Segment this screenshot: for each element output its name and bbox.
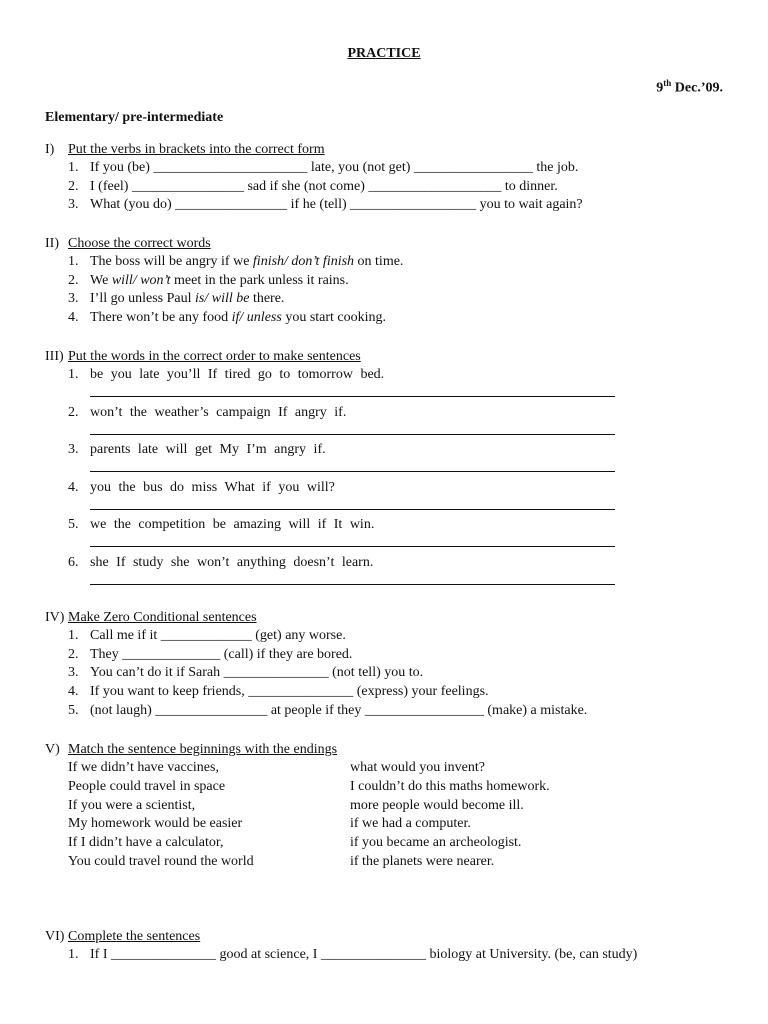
sentence-ending: what would you invent? (350, 760, 485, 775)
scrambled-words: you the bus do miss What if you will? (90, 479, 335, 495)
section-title: Put the verbs in brackets into the correct form (68, 142, 325, 157)
sentence-ending: if we had a computer. (350, 816, 471, 832)
list-item (45, 253, 745, 272)
item-text (90, 290, 284, 309)
text-after: meet in the park unless it rains. (170, 272, 349, 288)
list-item (45, 683, 745, 702)
section-title: Put the words in the correct order to make sentences (68, 349, 361, 364)
list-item (45, 159, 745, 178)
list-item (45, 479, 745, 517)
list-item (45, 441, 745, 479)
item-text: What (you do) ________________ if he (tell) __________________ you to wait again? (90, 197, 583, 213)
date-suffix: th (663, 78, 672, 88)
sentence-beginning: People could travel in space (68, 778, 226, 794)
section-word-order (45, 347, 745, 591)
section-title: Complete the sentences (68, 929, 201, 944)
answer-line (90, 546, 615, 547)
list-item (45, 366, 745, 404)
section-complete-sentences (45, 927, 745, 965)
item-text: If I _______________ good at science, I _______________ biology at University. (be, can study) (90, 947, 638, 962)
item-number: 4. (68, 310, 79, 326)
section-title: Choose the correct words (68, 236, 211, 251)
scrambled-words: we the competition be amazing will if It win. (90, 517, 375, 532)
text-before: There won’t be any food (90, 310, 232, 326)
section-verbs (45, 140, 745, 215)
text-before: We (90, 272, 112, 288)
date-month-year: Dec.’09. (671, 80, 723, 96)
item-number: 1. (68, 628, 79, 643)
section-heading (45, 140, 745, 159)
level-heading: Elementary/ pre-intermediate (45, 110, 224, 125)
sentence-beginning: You could travel round the world (68, 853, 254, 869)
section-number: V) (45, 742, 60, 757)
item-text: If you want to keep friends, _______________ (express) your feelings. (90, 684, 489, 700)
text-after: you start cooking. (281, 310, 387, 326)
item-text: Call me if it _____________ (get) any worse. (90, 628, 346, 643)
section-heading (45, 608, 745, 627)
list-item (45, 404, 745, 442)
scrambled-words: she If study she won’t anything doesn’t learn. (90, 554, 374, 570)
sentence-ending: if you became an archeologist. (350, 835, 522, 851)
list-item (45, 516, 745, 554)
item-text: (not laugh) ________________ at people if they _________________ (make) a mistake. (90, 702, 588, 718)
word-choice: if/ unless (231, 310, 282, 326)
item-number: 2. (68, 646, 79, 662)
match-row (45, 853, 745, 872)
answer-line (90, 509, 615, 510)
word-choice: will/ won’t (111, 272, 171, 288)
sentence-ending: more people would become ill. (350, 797, 524, 813)
item-number: 3. (68, 291, 79, 307)
section-heading (45, 927, 745, 946)
section-zero-conditional (45, 608, 745, 720)
list-item (45, 702, 745, 721)
scrambled-words: won’t the weather’s campaign If angry if. (90, 404, 347, 420)
answer-line (90, 584, 615, 585)
section-match (45, 740, 745, 872)
text-before: I’ll go unless Paul (90, 291, 195, 307)
word-choice: is/ will be (195, 291, 250, 307)
page-title: PRACTICE (347, 46, 421, 61)
sentence-beginning: If we didn’t have vaccines, (68, 760, 219, 775)
item-number: 3. (68, 442, 79, 457)
section-title: Match the sentence beginnings with the endings (68, 742, 338, 757)
section-number: III) (45, 349, 64, 364)
list-item (45, 627, 745, 646)
answer-line (90, 471, 615, 472)
list-item (45, 178, 745, 197)
sentence-beginning: If I didn’t have a calculator, (68, 835, 224, 851)
text-after: on time. (354, 254, 404, 269)
match-row (45, 834, 745, 853)
match-row (45, 797, 745, 816)
item-text: You can’t do it if Sarah _______________ (not tell) you to. (90, 665, 424, 681)
section-choose-words (45, 234, 745, 328)
match-row (45, 759, 745, 778)
item-number: 4. (68, 479, 79, 495)
list-item (45, 946, 745, 965)
item-text: They ______________ (call) if they are bored. (90, 646, 353, 662)
section-heading (45, 740, 745, 759)
item-number: 1. (68, 160, 79, 175)
item-number: 6. (68, 554, 79, 570)
list-item (45, 554, 745, 592)
list-item (45, 646, 745, 665)
sentence-beginning: If you were a scientist, (68, 797, 196, 813)
item-number: 5. (68, 702, 79, 718)
section-number: I) (45, 142, 55, 157)
match-row (45, 815, 745, 834)
item-text (90, 309, 386, 328)
date (656, 78, 723, 97)
list-item (45, 309, 745, 328)
item-number: 3. (68, 197, 79, 213)
item-text (90, 272, 349, 291)
section-title: Make Zero Conditional sentences (68, 610, 257, 625)
section-number: VI) (45, 929, 65, 944)
item-number: 3. (68, 665, 79, 681)
item-text: I (feel) ________________ sad if she (not come) ___________________ to dinner. (90, 178, 558, 194)
list-item (45, 664, 745, 683)
item-number: 5. (68, 517, 79, 532)
list-item (45, 196, 745, 215)
item-number: 1. (68, 947, 79, 962)
sentence-beginning: My homework would be easier (68, 816, 243, 832)
item-text: If you (be) ______________________ late, you (not get) _________________ the job. (90, 160, 579, 175)
scrambled-words: parents late will get My I’m angry if. (90, 442, 326, 457)
section-number: II) (45, 236, 59, 251)
scrambled-words: be you late you’ll If tired go to tomorrow bed. (90, 367, 385, 382)
section-number: IV) (45, 610, 65, 625)
item-number: 4. (68, 684, 79, 700)
text-before: The boss will be angry if we (90, 254, 253, 269)
item-number: 2. (68, 404, 79, 420)
sentence-ending: if the planets were nearer. (350, 853, 495, 869)
date-day: 9 (656, 80, 664, 96)
item-number: 2. (68, 178, 79, 194)
section-heading (45, 234, 745, 253)
match-row (45, 778, 745, 797)
list-item (45, 290, 745, 309)
item-number: 2. (68, 272, 79, 288)
item-text (90, 253, 403, 272)
sentence-ending: I couldn’t do this maths homework. (350, 778, 550, 794)
item-number: 1. (68, 254, 79, 269)
answer-line (90, 434, 615, 435)
word-choice: finish/ don’t finish (252, 254, 355, 269)
section-heading (45, 347, 745, 366)
text-after: there. (249, 291, 285, 307)
answer-line (90, 396, 615, 397)
list-item (45, 272, 745, 291)
item-number: 1. (68, 367, 79, 382)
